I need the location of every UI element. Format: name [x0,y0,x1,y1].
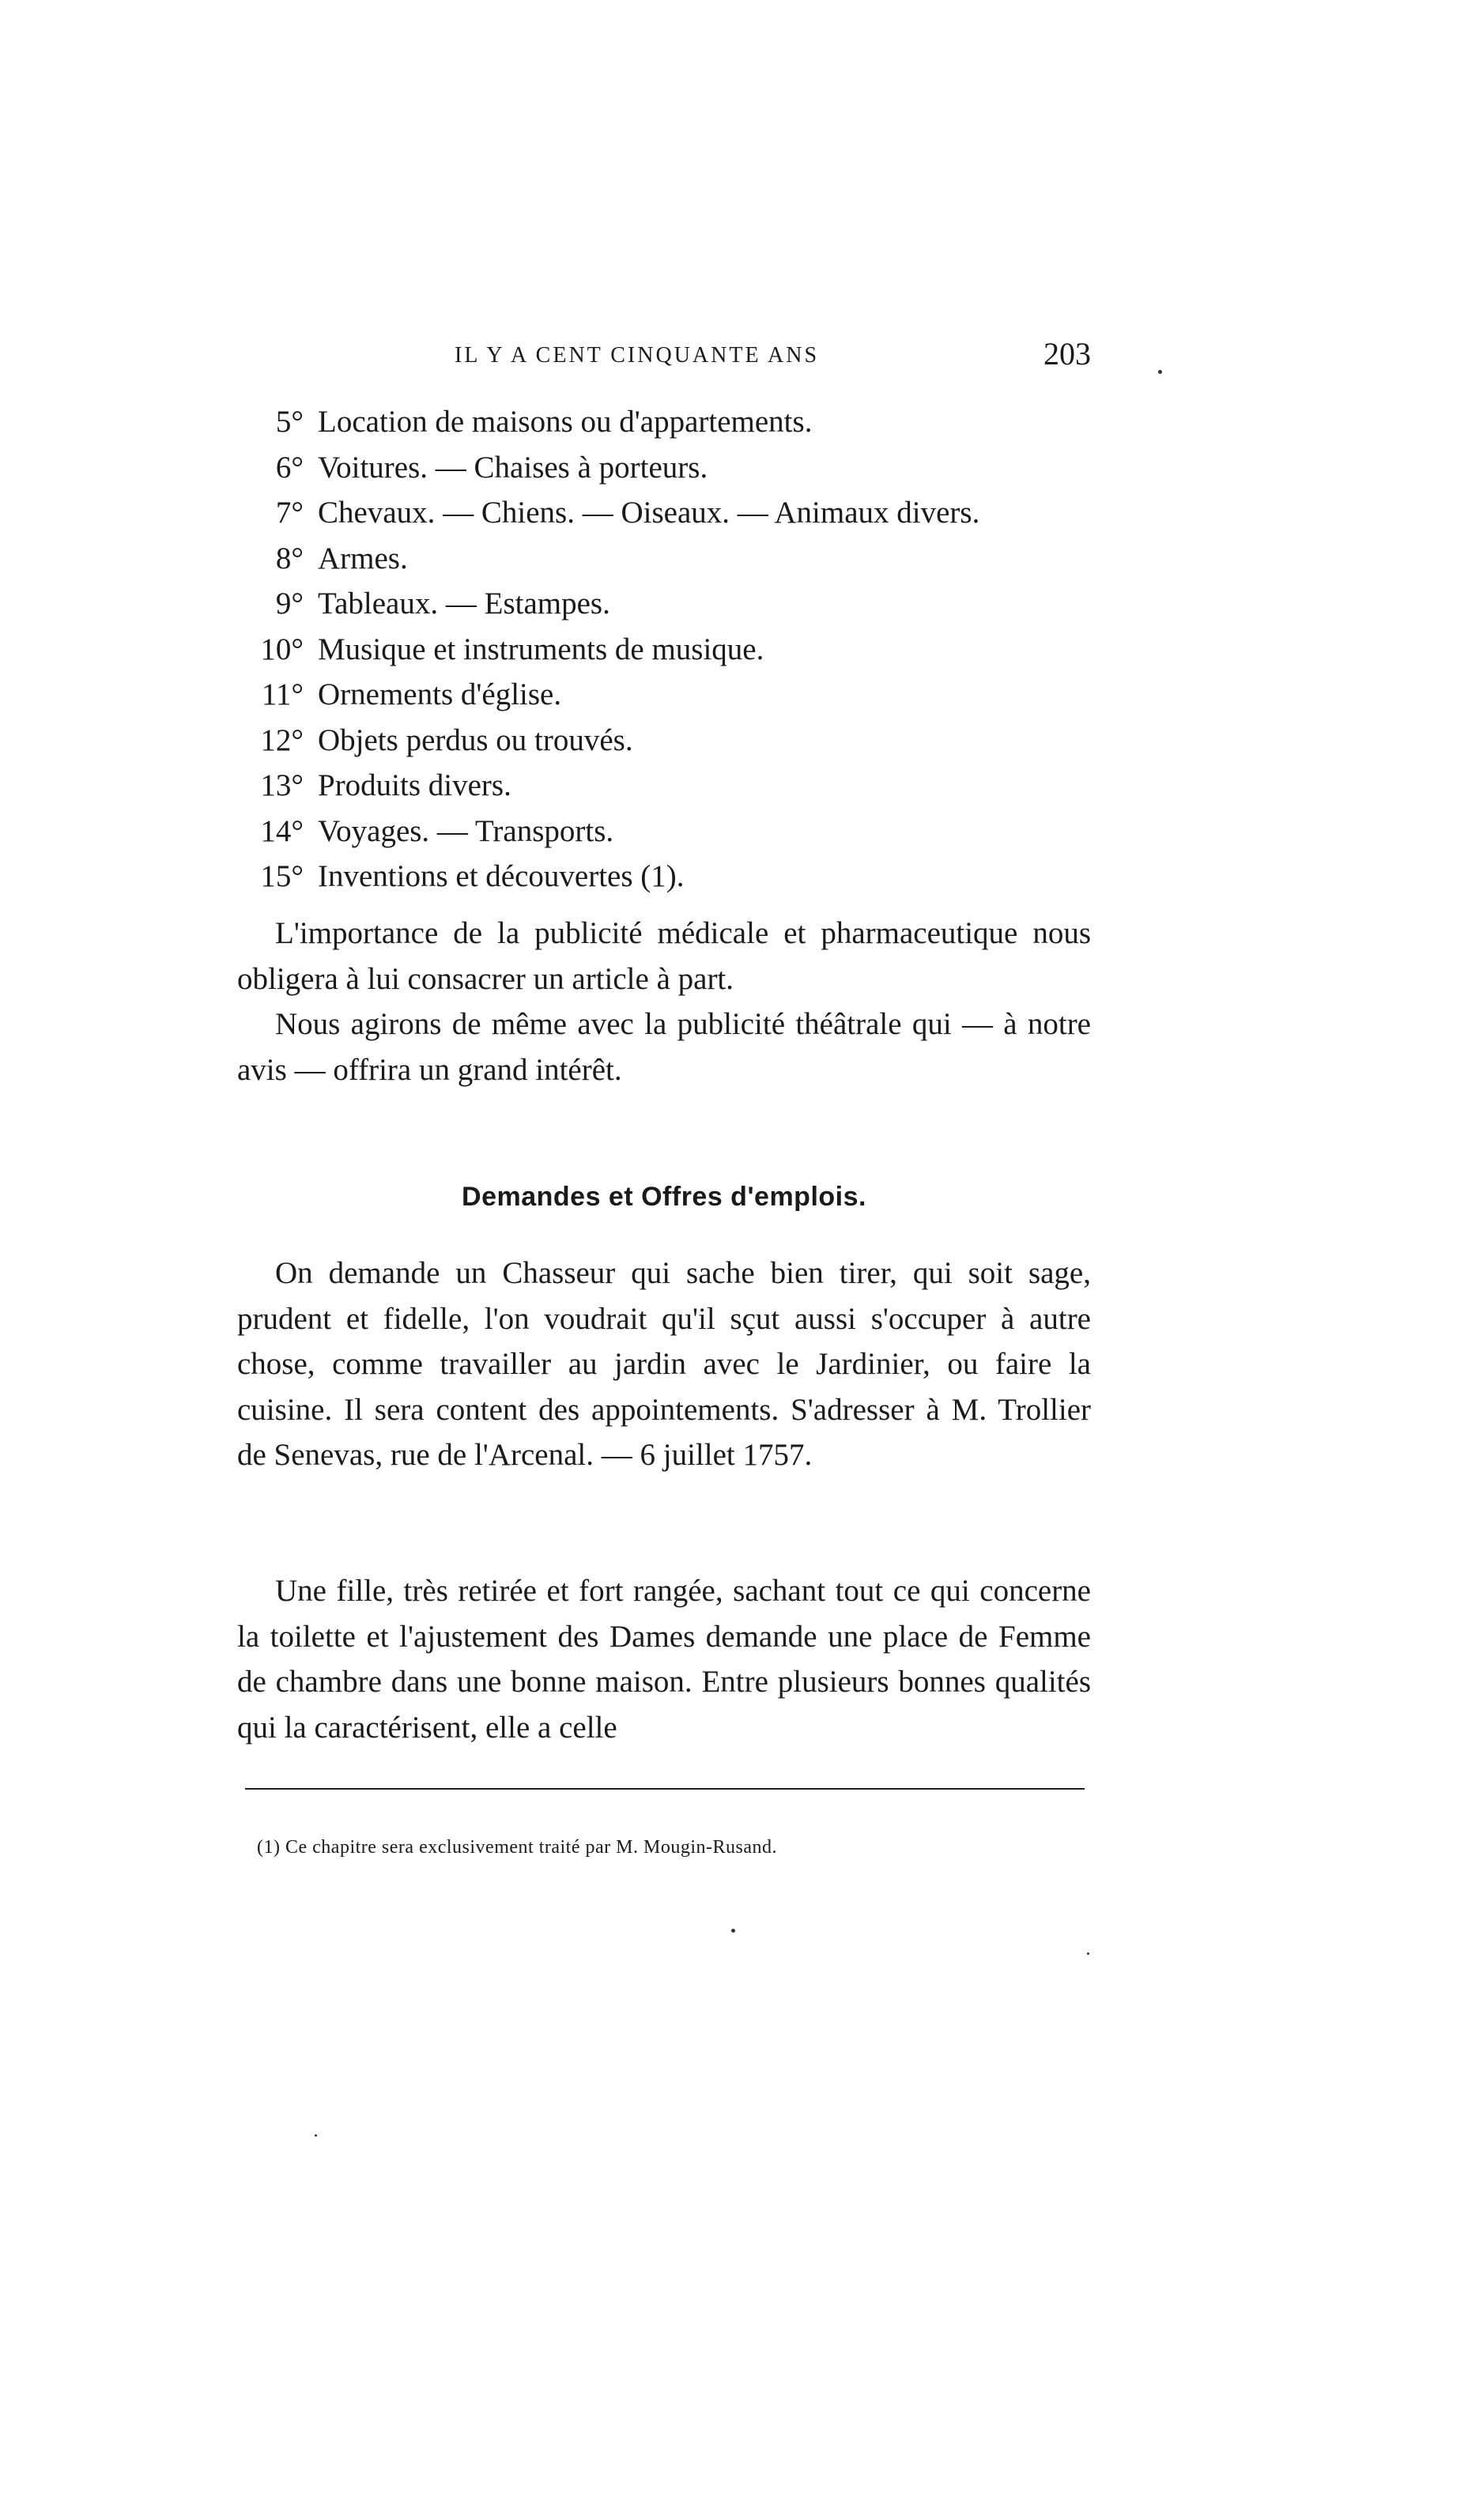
paragraph-medical-advertising: L'importance de la publicité médicale et pharmaceutique nous obligera à lui consacrer un article à part. [237,916,1091,996]
list-item [237,854,1091,900]
list-item-text: Ornements d'église. [318,677,562,711]
list-item [237,490,1091,536]
list-item-text: Voitures. — Chaises à porteurs. [318,450,708,485]
list-item-text: Produits divers. [318,768,511,802]
list-item [237,718,1091,764]
list-item-number: 5° [275,405,304,439]
list-item-text: Objets perdus ou trouvés. [318,722,633,757]
list-item-number: 15° [260,859,304,893]
list-item-text: Tableaux. — Estampes. [318,587,610,621]
paper-speck [315,2134,317,2137]
list-item-text: Chevaux. — Chiens. — Oiseaux. — Animaux divers. [318,496,980,530]
list-item-text: Armes. [318,541,408,575]
list-item-text: Musique et instruments de musique. [318,632,764,666]
footnote-rule [245,1788,1085,1790]
running-head [237,336,1091,379]
list-item-number: 9° [275,587,304,621]
list-item [237,445,1091,491]
section-heading: Demandes et Offres d'emplois. [462,1182,866,1212]
list-item-number: 10° [260,632,304,666]
list-item-text: Inventions et découvertes (1). [318,859,685,893]
paragraph-chambermaid: Une fille, très retirée et fort rangée, sachant tout ce qui concerne la toilette et l'ajustement des Dames demande une place de Femme de chambre dans une bonne maison. Entre plusieurs bonnes qualités qui la caractérisent, elle a celle [237,1574,1091,1745]
list-item-number: 13° [260,768,304,802]
list-item [237,399,1091,445]
list-item [237,536,1091,582]
category-list [237,399,1091,900]
list-item [237,763,1091,809]
paragraph-hunter-wanted: On demande un Chasseur qui sache bien tirer, qui soit sage, prudent et fidelle, l'on voudrait qu'il sçut aussi s'occuper à autre chose, comme travailler au jardin avec le Jardinier, ou faire la cuisine. Il sera content des appointements. S'adresser à M. Trollier de Senevas, rue de l'Arcenal. — 6 juillet 1757. [237,1256,1091,1472]
paper-speck [1158,370,1162,374]
list-item [237,809,1091,854]
paper-speck [1087,1952,1089,1955]
list-item-number: 12° [260,722,304,757]
list-item-number: 8° [275,541,304,575]
footnote: (1) Ce chapitre sera exclusivement traité par M. Mougin-Rusand. [257,1837,777,1858]
list-item [237,672,1091,718]
list-item [237,627,1091,673]
list-item-text: Voyages. — Transports. [318,813,614,848]
list-item-text: Location de maisons ou d'appartements. [318,405,813,439]
list-item [237,581,1091,627]
paragraph-theatre-advertising: Nous agirons de même avec la publicité théâtrale qui — à notre avis — offrira un grand intérêt. [237,1007,1091,1087]
page-number: 203 [1043,336,1091,372]
list-item-number: 7° [275,496,304,530]
list-item-number: 6° [275,450,304,485]
list-item-number: 11° [261,677,304,711]
list-item-number: 14° [260,813,304,848]
running-title: IL Y A CENT CINQUANTE ANS [455,343,820,368]
paper-speck [731,1929,735,1933]
